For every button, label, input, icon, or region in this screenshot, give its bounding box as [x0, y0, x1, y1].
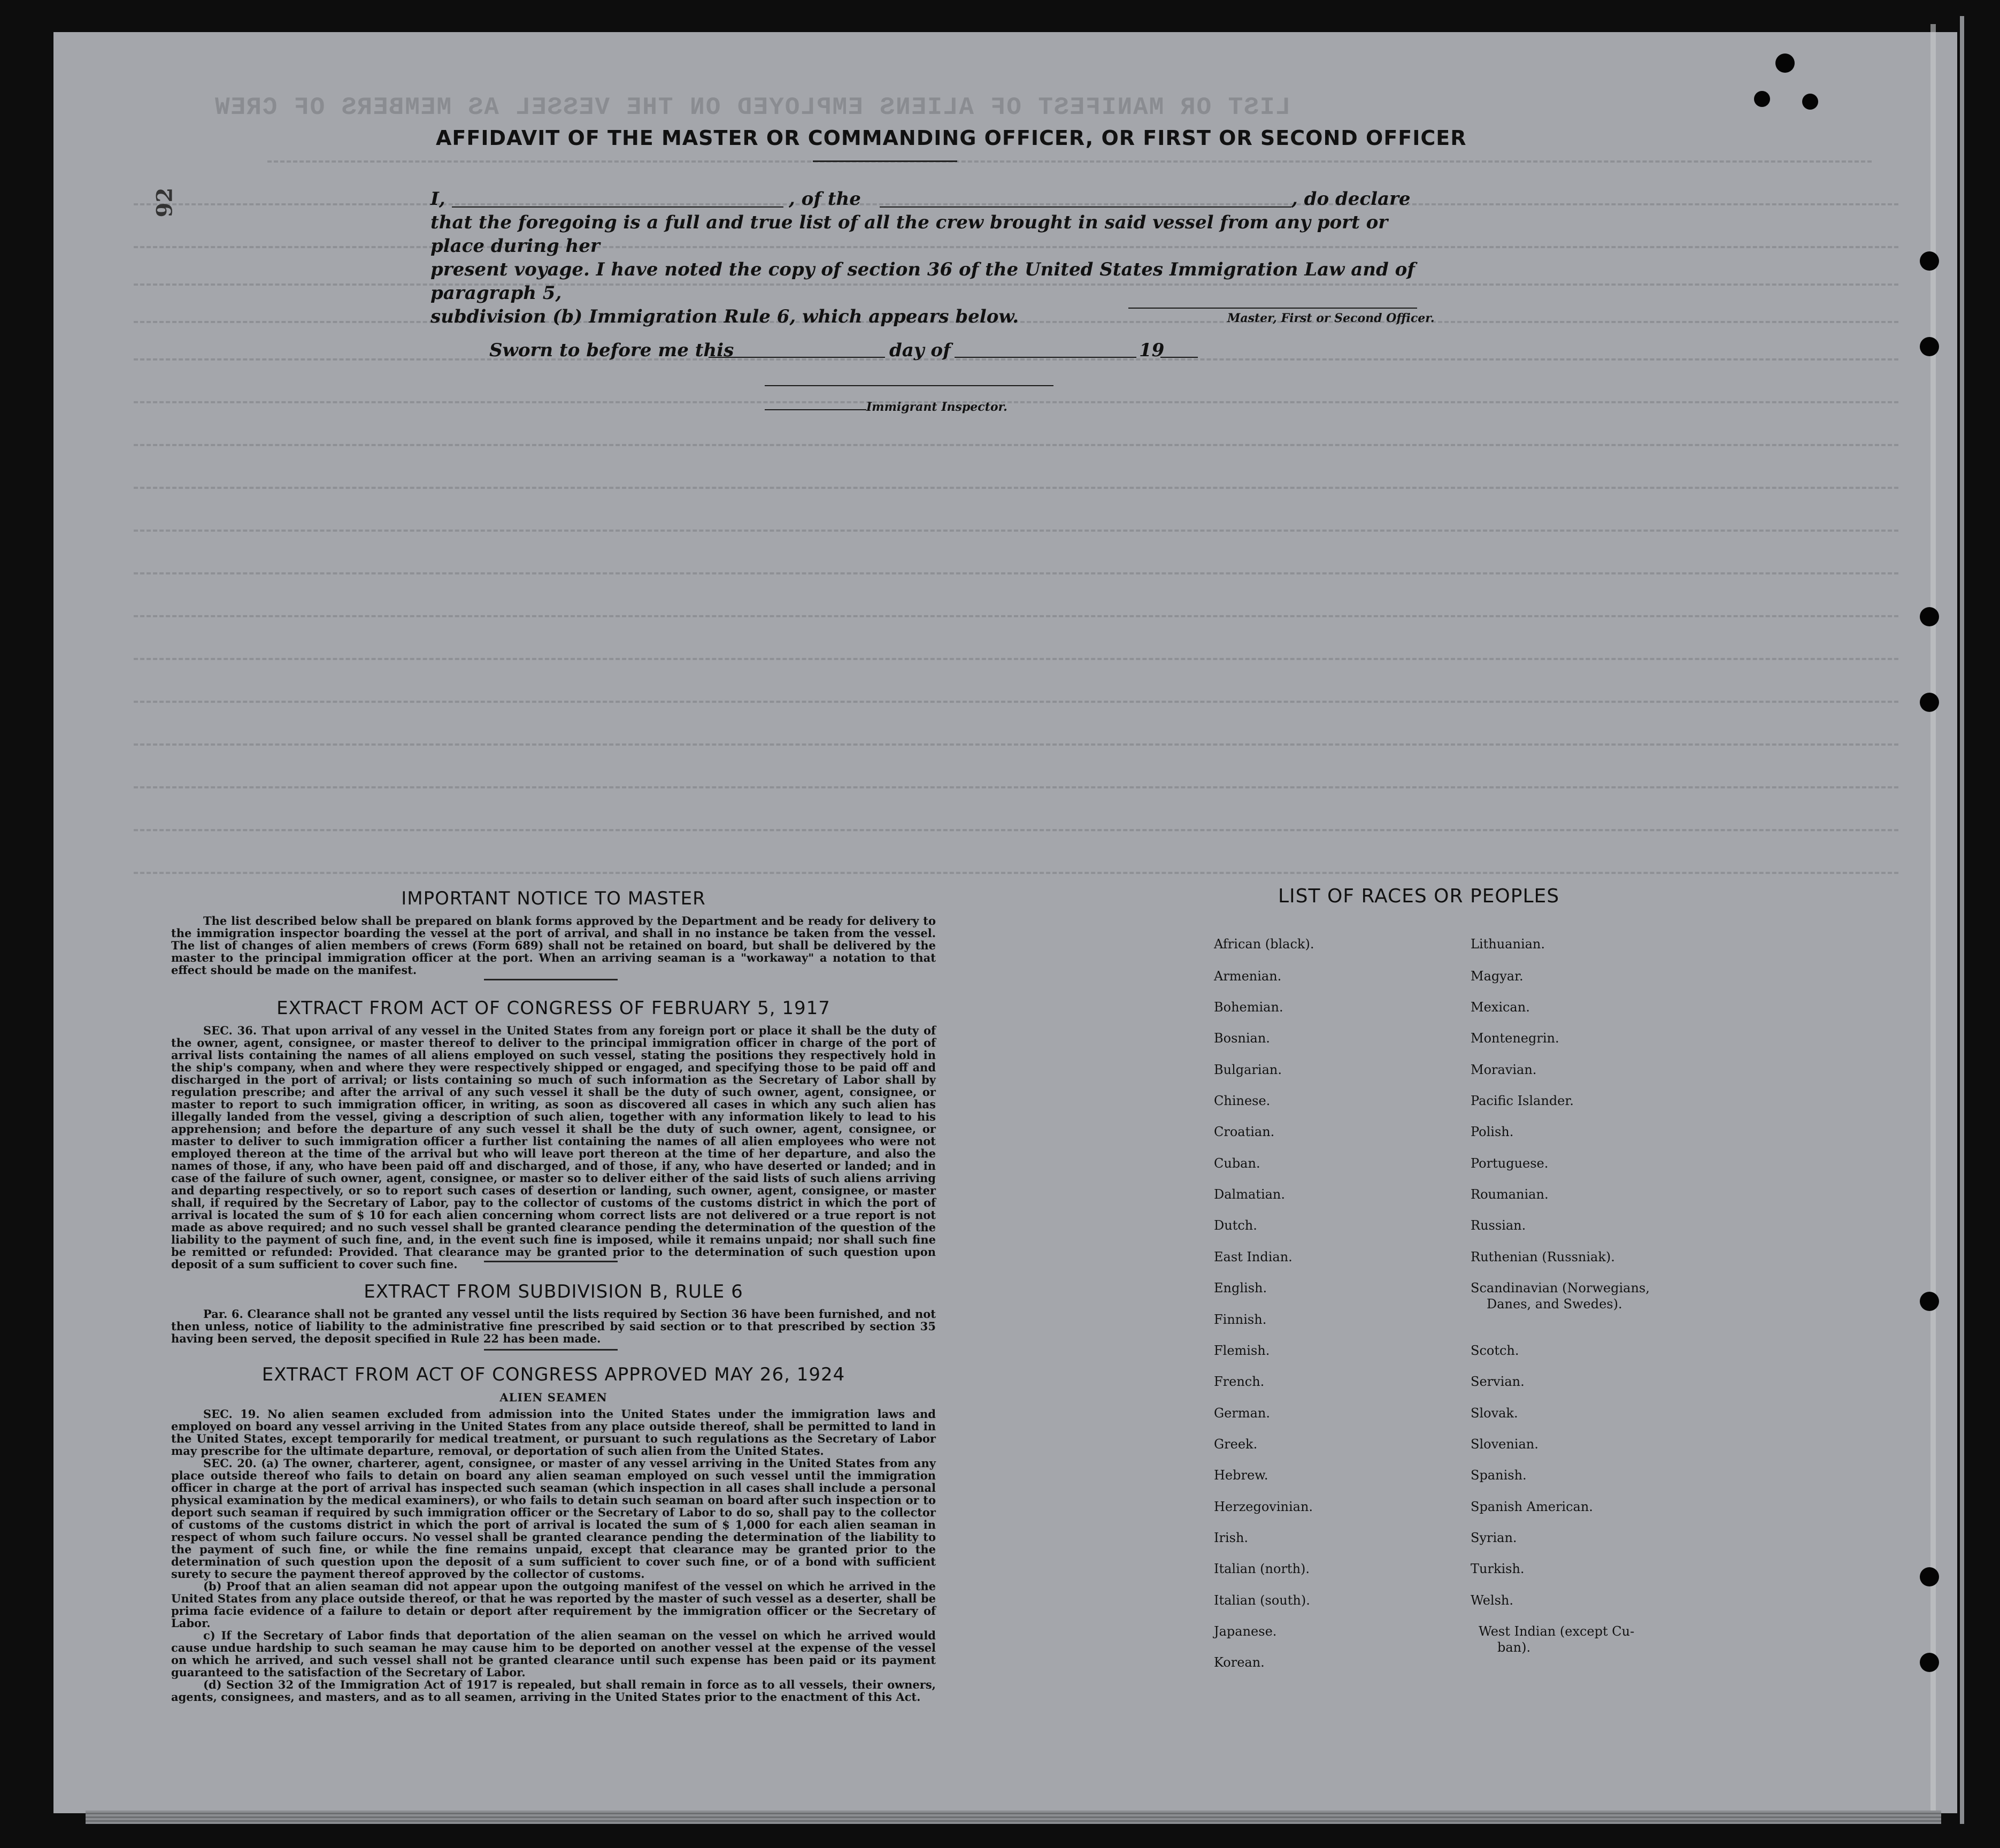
race-item: Finnish.	[1214, 1312, 1267, 1327]
race-item: French.	[1214, 1374, 1265, 1389]
declaration-line: present voyage. I have noted the copy of section 36 of the United States Immigration Law and of paragraph 5,	[430, 259, 1415, 304]
races-title: LIST OF RACES OR PEOPLES	[1278, 885, 1560, 907]
race-item: Syrian.	[1471, 1530, 1517, 1545]
race-item: Russian.	[1471, 1218, 1526, 1233]
bleed-through-rule	[134, 701, 1898, 703]
race-item: Croatian.	[1214, 1124, 1275, 1139]
margin-note: 92	[152, 187, 178, 218]
bleed-through-rule	[267, 160, 1872, 163]
binding-hole	[1920, 1292, 1939, 1311]
bleed-through-rule	[134, 401, 1898, 403]
race-item: Dutch.	[1214, 1218, 1257, 1233]
race-item: Irish.	[1214, 1530, 1249, 1545]
extract-rule6-title: EXTRACT FROM SUBDIVISION B, RULE 6	[364, 1281, 743, 1302]
do-declare-label: , do declare	[1291, 188, 1411, 210]
race-item: Spanish.	[1471, 1468, 1527, 1483]
race-item: Flemish.	[1214, 1343, 1270, 1358]
bleed-through-rule	[134, 786, 1898, 788]
bleed-through-heading: LIST OR MANIFEST OF ALIENS EMPLOYED ON THE VESSEL AS MEMBERS OF CREW	[214, 94, 1291, 121]
race-item: East Indian.	[1214, 1249, 1293, 1264]
day-of-label: day of	[889, 340, 951, 361]
race-item: Slovak.	[1471, 1406, 1518, 1421]
race-item: African (black).	[1214, 937, 1314, 952]
race-item: Cuban.	[1214, 1156, 1260, 1171]
race-item: Polish.	[1471, 1124, 1514, 1139]
section-rule	[484, 1261, 618, 1262]
bleed-through-rule	[134, 487, 1898, 489]
binding-hole	[1754, 91, 1770, 107]
of-the-label: , of the	[789, 188, 861, 210]
race-item: Turkish.	[1471, 1561, 1525, 1576]
binding-hole	[1920, 1567, 1939, 1586]
race-item: Moravian.	[1471, 1062, 1537, 1077]
extract-1917-text: SEC. 36. That upon arrival of any vessel in the United States from any foreign port or place it shall be the duty of the owner, agent, consignee, or master thereof to deliver to the principal immigration officer in charge of the port of arrival lists containing the names of all aliens employed on such vessel, stating the positions they respectively hold in the ship's company, when and where they were respectively shipped or engaged, and specifying those to be paid off and discharged in the port of arrival; or lists containing so much of such information as the Secretary of Labor shall by regulation prescribe; and after the arrival of any such vessel it shall be the duty of such owner, agent, consignee, or master to report to such immigration officer, in writing, as soon as discovered all cases in which any such alien has illegally landed from the vessel, giving a description of such alien, together with any information likely to lead to his apprehension; and before the departure of any such vessel it shall be the duty of such owner, agent, consignee, or master to deliver to such immigration officer a further list containing the names of all alien employees who were not employed thereon at the time of the arrival but who will leave port thereon at the time of her departure, and also the names of those, if any, who have been paid off and discharged, and of those, if any, who have deserted or landed; and in case of the failure of such owner, agent, consignee, or master so to deliver either of the said lists of such aliens arriving and departing respectively, or so to report such cases of desertion or landing, such owner, agent, consignee, or master shall, if required by the Secretary of Labor, pay to the collector of customs of the customs district in which the port of arrival is located the sum of $ 10 for each alien concerning whom correct lists are not delivered or a true report is not made as above required; and no such vessel shall be granted clearance pending the determination of the question of the liability to the payment of such fine, and, in the event such fine is imposed, while it remains unpaid; nor shall such fine be remitted or refunded: Provided. That clearance may be granted prior to the determination of such question upon deposit of a sum sufficient to cover such fine.	[171, 1024, 936, 1271]
race-item: Roumanian.	[1471, 1187, 1549, 1202]
race-item: Spanish American.	[1471, 1499, 1593, 1514]
race-item: Welsh.	[1471, 1593, 1513, 1608]
binding-hole	[1920, 607, 1939, 626]
extract-1924-text: SEC. 19. No alien seamen excluded from admission into the United States under the immigration laws and employed on board any vessel arriving in the United States from any place outside thereof, shall be permitted to land in the United States, except temporarily for medical treatment, or pursuant to such regulations as the Secretary of Labor may prescribe for the ultimate departure, removal, or deportation of such alien from the United States. SEC. 20. (a) The owner, charterer, agent, consignee, or master of any vessel arriving in the United States from any place outside thereof who fails to detain on board any alien seaman employed on such vessel until the immigration officer in charge at the port of arrival has inspected such seaman (which inspection in all cases shall include a personal physical examination by the medical examiners), or who fails to detain such seaman on board after such inspection or to deport such seaman if required by such immigration officer or the Secretary of Labor to do so, shall pay to the collector of customs of the customs district in which the port of arrival is located the sum of $ 1,000 for each alien seaman in respect of whom such failure occurs. No vessel shall be granted clearance pending the determination of the liability to the payment of such fine, or while the fine remains unpaid, except that clearance may be granted prior to the determination of such question upon the deposit of a sum sufficient to cover such fine, or of a bond with sufficient surety to secure the payment thereof approved by the collector of customs. (b) Proof that an alien seaman did not appear upon the outgoing manifest of the vessel on which he arrived in the United States from any place outside thereof, or that he was reported by the master of such vessel as a deserter, shall be prima facie evidence of a failure to detain or deport after requirement by the immigration officer or the Secretary of Labor. c) If the Secretary of Labor finds that deportation of the alien seaman on the vessel on which he arrived would cause undue hardship to such seaman he may cause him to be deported on another vessel at the expense of the vessel on which he arrived, and such vessel shall not be granted clearance until such expense has been paid or its payment guaranteed to the satisfaction of the Secretary of Labor. (d) Section 32 of the Immigration Act of 1917 is repealed, but shall remain in force as to all vessels, their owners, agents, consignees, and masters, and as to all seamen, arriving in the United States prior to the enactment of this Act.	[171, 1407, 936, 1704]
race-item: Servian.	[1471, 1374, 1525, 1389]
bleed-through-rule	[134, 658, 1898, 660]
extract-1917-title: EXTRACT FROM ACT OF CONGRESS OF FEBRUARY 5, 1917	[276, 998, 830, 1019]
section-rule	[484, 979, 618, 980]
race-item: Bohemian.	[1214, 1000, 1283, 1015]
bleed-through-rule	[134, 530, 1898, 532]
master-signature-line[interactable]	[1128, 308, 1417, 309]
inspector-signature-line[interactable]	[765, 385, 1053, 386]
notice-text: The list described below shall be prepared on blank forms approved by the Department and be ready for delivery to the immigration inspector boarding the vessel at the port of arrival, and shall in no instance be taken from the vessel. The list of changes of alien members of crews (Form 689) shall not be retained on board, but shall be delivered by the master to the principal immigration officer at the port. When an arriving seaman is a "workaway" a notation to that effect should be made on the manifest.	[171, 914, 936, 977]
binding-hole	[1920, 251, 1939, 271]
extract-rule6-text: Par. 6. Clearance shall not be granted any vessel until the lists required by Section 36 have been furnished, and not then unless, notice of liability to the administrative fine prescribed by said section or to that prescribed by section 35 having been served, the deposit specified in Rule 22 has been made.	[171, 1307, 936, 1345]
sworn-day-field[interactable]	[709, 357, 885, 358]
bleed-through-rule	[134, 829, 1898, 831]
race-item: Greek.	[1214, 1437, 1258, 1452]
race-item: Korean.	[1214, 1655, 1265, 1670]
race-item: Bosnian.	[1214, 1031, 1270, 1046]
declaration-line: that the foregoing is a full and true list of all the crew brought in said vessel from any port or place during her	[430, 212, 1388, 257]
race-item: Montenegrin.	[1471, 1031, 1559, 1046]
vessel-name-field[interactable]	[880, 206, 1291, 208]
race-item: West Indian (except Cu-	[1479, 1624, 1635, 1639]
extract-1924-title: EXTRACT FROM ACT OF CONGRESS APPROVED MAY 26, 1924	[261, 1364, 845, 1385]
race-item: ban).	[1497, 1640, 1531, 1655]
race-item: Ruthenian (Russniak).	[1471, 1249, 1615, 1264]
binding-hole	[1920, 693, 1939, 712]
inspector-line	[765, 409, 866, 410]
race-item: Slovenian.	[1471, 1437, 1539, 1452]
binding-hole	[1920, 1653, 1939, 1672]
race-item: Mexican.	[1471, 1000, 1530, 1015]
race-item: Japanese.	[1214, 1624, 1277, 1639]
race-item: Armenian.	[1214, 969, 1282, 984]
race-item: Herzegovinian.	[1214, 1499, 1313, 1514]
master-caption: Master, First or Second Officer.	[1227, 311, 1435, 325]
sworn-month-field[interactable]	[955, 357, 1136, 358]
document-page	[53, 32, 1957, 1813]
race-item: Scandinavian (Norwegians,	[1471, 1280, 1650, 1295]
binding-hole	[1775, 53, 1795, 73]
bleed-through-rule	[134, 872, 1898, 874]
race-item: Italian (south).	[1214, 1593, 1310, 1608]
race-item: Danes, and Swedes).	[1487, 1297, 1622, 1312]
declarant-label: I,	[430, 188, 445, 210]
notice-title: IMPORTANT NOTICE TO MASTER	[401, 888, 706, 909]
declarant-name-field[interactable]	[452, 206, 783, 208]
sworn-label: Sworn to before me this	[489, 340, 734, 361]
extract-1924-subtitle: ALIEN SEAMEN	[499, 1391, 607, 1404]
bleed-through-rule	[134, 444, 1898, 446]
page-edge	[1930, 24, 1936, 1821]
bleed-through-rule	[134, 358, 1898, 361]
affidavit-rule	[813, 160, 957, 162]
bleed-through-rule	[134, 743, 1898, 746]
declaration-line: subdivision (b) Immigration Rule 6, which appears below.	[430, 306, 1019, 327]
race-item: Bulgarian.	[1214, 1062, 1282, 1077]
bleed-through-rule	[134, 572, 1898, 574]
race-item: Chinese.	[1214, 1093, 1271, 1108]
section-rule	[484, 1349, 618, 1351]
race-item: Pacific Islander.	[1471, 1093, 1574, 1108]
race-item: Lithuanian.	[1471, 937, 1545, 952]
inspector-caption: Immigrant Inspector.	[866, 400, 1007, 414]
race-item: Portuguese.	[1471, 1156, 1549, 1171]
race-item: Dalmatian.	[1214, 1187, 1286, 1202]
sworn-year-field[interactable]	[1160, 357, 1198, 358]
race-item: Magyar.	[1471, 969, 1524, 984]
race-item: Scotch.	[1471, 1343, 1519, 1358]
binding-hole	[1920, 337, 1939, 356]
stacked-pages-edge	[86, 1811, 1941, 1824]
race-item: English.	[1214, 1280, 1267, 1295]
race-item: Italian (north).	[1214, 1561, 1310, 1576]
race-item: Hebrew.	[1214, 1468, 1268, 1483]
affidavit-title: AFFIDAVIT OF THE MASTER OR COMMANDING OFFICER, OR FIRST OR SECOND OFFICER	[436, 126, 1467, 150]
race-item: German.	[1214, 1406, 1270, 1421]
binding-hole	[1802, 94, 1818, 110]
page-edge	[1960, 16, 1964, 1824]
bleed-through-rule	[134, 615, 1898, 617]
year-prefix-label: 19	[1139, 340, 1165, 361]
